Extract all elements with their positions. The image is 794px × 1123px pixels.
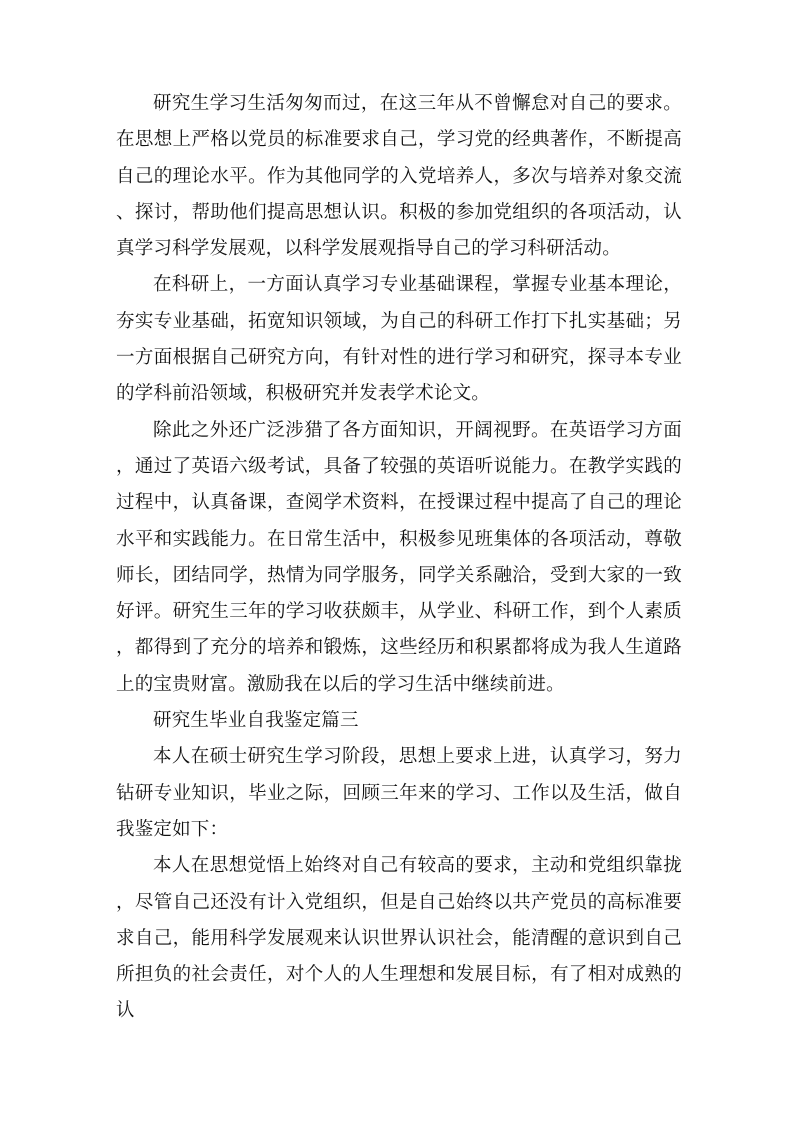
paragraph-other-achievements: 除此之外还广泛涉猎了各方面知识，开阔视野。在英语学习方面，通过了英语六级考试，具备了较强的英语听说能力。在教学实践的过程中，认真备课，查阅学术资料，在授课过程中提高了自己的理论水平和实践能力。在日常生活中，积极参见班集体的各项活动，尊敬师长，团结同学，热情为同学服务，同学关系融洽，受到大家的一致好评。研究生三年的学习收获颇丰，从学业、科研工作，到个人素质，都得到了充分的培养和锻炼，这些经历和积累都将成为我人生道路上的宝贵财富。激励我在以后的学习生活中继续前进。 xyxy=(116,419,682,695)
document-body xyxy=(116,86,682,1030)
paragraph-introduction: 本人在硕士研究生学习阶段，思想上要求上进，认真学习，努力钻研专业知识，毕业之际，回顾三年来的学习、工作以及生活，做自我鉴定如下： xyxy=(116,746,682,840)
paragraph-research: 在科研上，一方面认真学习专业基础课程，掌握专业基本理论，夯实专业基础，拓宽知识领域，为自己的科研工作打下扎实基础；另一方面根据自己研究方向，有针对性的进行学习和研究，探寻本专业的学科前沿领域，积极研究并发表学术论文。 xyxy=(116,274,682,405)
paragraph-political-study: 研究生学习生活匆匆而过，在这三年从不曾懈怠对自己的要求。在思想上严格以党员的标准要求自己，学习党的经典著作，不断提高自己的理论水平。作为其他同学的入党培养人，多次与培养对象交流、探讨，帮助他们提高思想认识。积极的参加党组织的各项活动，认真学习科学发展观，以科学发展观指导自己的学习科研活动。 xyxy=(116,93,682,260)
section-heading: 研究生毕业自我鉴定篇三 xyxy=(153,710,359,732)
paragraph-ideological-awareness: 本人在思想觉悟上始终对自己有较高的要求，主动和党组织靠拢，尽管自己还没有计入党组织，但是自己始终以共产党员的高标准要求自己，能用科学发展观来认识世界认识社会，能清醒的意识到自己所担负的社会责任，对个人的人生理想和发展目标，有了相对成熟的认 xyxy=(116,855,682,1022)
